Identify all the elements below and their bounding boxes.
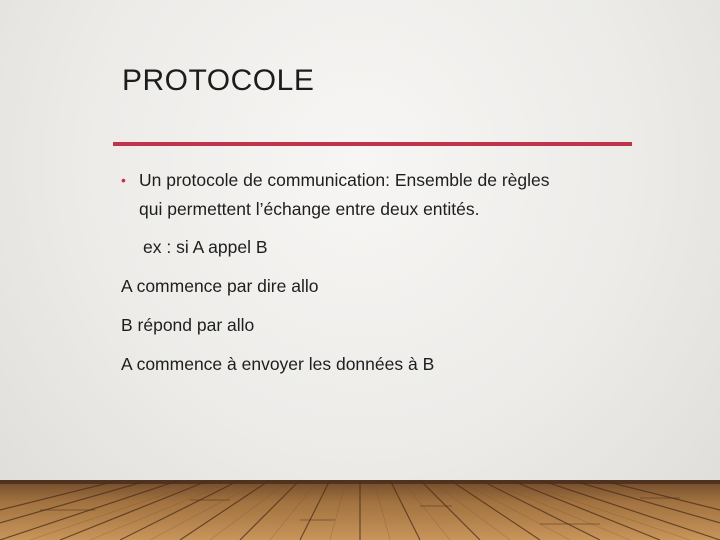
bullet-icon: • bbox=[121, 172, 126, 188]
body-line-2: B répond par allo bbox=[121, 315, 255, 335]
bullet-item bbox=[121, 166, 641, 224]
bullet-text-line-2: qui permettent l’échange entre deux entités. bbox=[139, 199, 480, 219]
title-underline bbox=[113, 142, 632, 146]
wood-floor-image bbox=[0, 480, 720, 540]
slide-body bbox=[121, 166, 641, 379]
body-line-1: A commence par dire allo bbox=[121, 276, 319, 296]
bullet-text-line-1: Un protocole de communication: Ensemble de règles bbox=[139, 170, 550, 190]
body-line-3: A commence à envoyer les données à B bbox=[121, 354, 435, 374]
example-line: ex : si A appel B bbox=[143, 237, 268, 257]
slide-title: PROTOCOLE bbox=[122, 64, 315, 97]
